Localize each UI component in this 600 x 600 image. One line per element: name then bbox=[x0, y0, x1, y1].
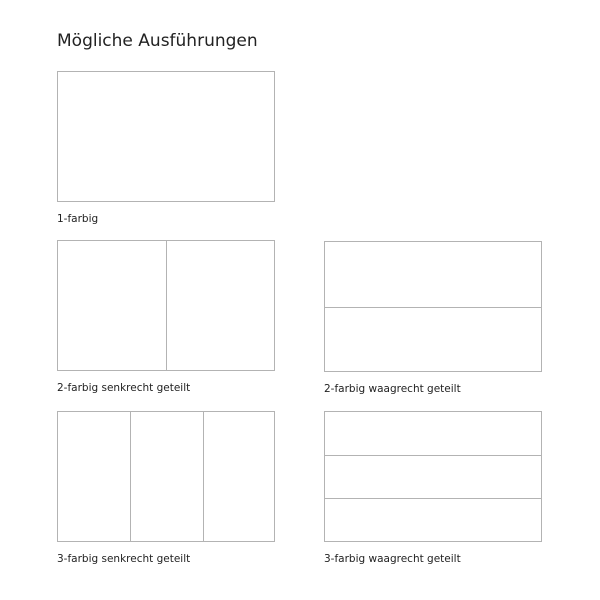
variant-1-farbig bbox=[57, 71, 275, 225]
flag-1-farbig bbox=[57, 71, 275, 202]
flag-2-farbig-waagrecht bbox=[324, 241, 542, 372]
vertical-divider bbox=[203, 412, 204, 541]
vertical-divider bbox=[166, 241, 167, 370]
horizontal-divider bbox=[325, 455, 541, 456]
vertical-divider bbox=[130, 412, 131, 541]
horizontal-divider bbox=[325, 307, 541, 308]
flag-2-farbig-senkrecht bbox=[57, 240, 275, 371]
flag-3-farbig-senkrecht bbox=[57, 411, 275, 542]
variant-label: 2-farbig senkrecht geteilt bbox=[57, 382, 191, 394]
variant-label: 1-farbig bbox=[57, 213, 99, 225]
variant-2-farbig-senkrecht bbox=[57, 240, 275, 394]
page-title: Mögliche Ausführungen bbox=[57, 31, 258, 51]
variant-3-farbig-waagrecht bbox=[324, 411, 542, 565]
variant-label: 3-farbig senkrecht geteilt bbox=[57, 553, 191, 565]
flag-3-farbig-waagrecht bbox=[324, 411, 542, 542]
horizontal-divider bbox=[325, 498, 541, 499]
variant-2-farbig-waagrecht bbox=[324, 241, 542, 395]
variant-3-farbig-senkrecht bbox=[57, 411, 275, 565]
variant-label: 3-farbig waagrecht geteilt bbox=[324, 553, 461, 565]
variant-label: 2-farbig waagrecht geteilt bbox=[324, 383, 461, 395]
